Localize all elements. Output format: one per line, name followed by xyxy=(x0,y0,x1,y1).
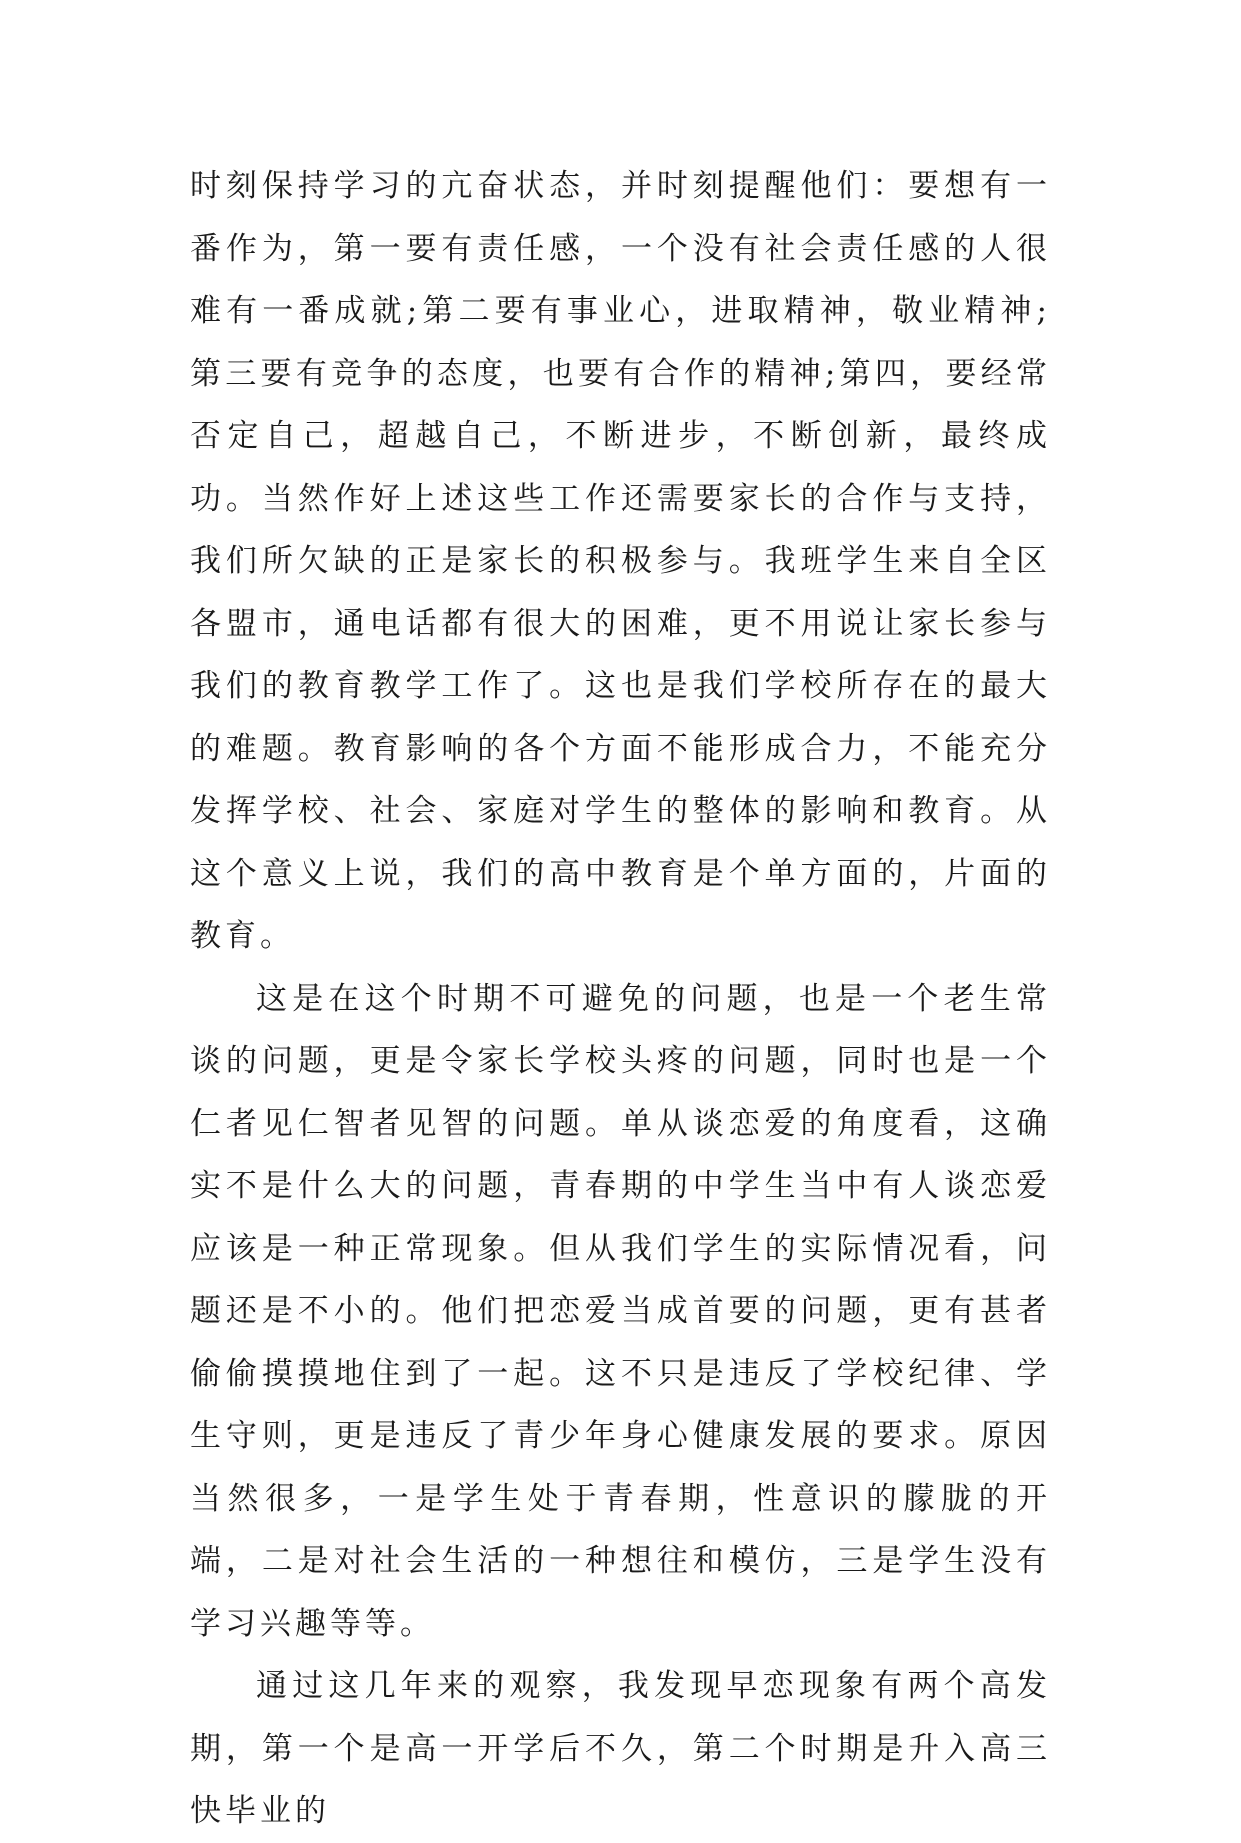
paragraph-3: 通过这几年来的观察，我发现早恋现象有两个高发期，第一个是高一开学后不久，第二个时期是升入高三快毕业的 xyxy=(190,1668,1051,1829)
paragraph-1: 时刻保持学习的亢奋状态，并时刻提醒他们：要想有一番作为，第一要有责任感，一个没有社会责任感的人很难有一番成就;第二要有事业心，进取精神，敬业精神;第三要有竞争的态度，也要有合作的精神;第四，要经常否定自己，超越自己，不断进步，不断创新，最终成功。当然作好上述这些工作还需要家长的合作与支持，我们所欠缺的正是家长的积极参与。我班学生来自全区各盟市，通电话都有很大的困难，更不用说让家长参与我们的教育教学工作了。这也是我们学校所存在的最大的难题。教育影响的各个方面不能形成合力，不能充分发挥学校、社会、家庭对学生的整体的影响和教育。从这个意义上说，我们的高中教育是个单方面的，片面的教育。 xyxy=(190,168,1051,954)
paragraph-2: 这是在这个时期不可避免的问题，也是一个老生常谈的问题，更是令家长学校头疼的问题，同时也是一个仁者见仁智者见智的问题。单从谈恋爱的角度看，这确实不是什么大的问题，青春期的中学生当中有人谈恋爱应该是一种正常现象。但从我们学生的实际情况看，问题还是不小的。他们把恋爱当成首要的问题，更有甚者偷偷摸摸地住到了一起。这不只是违反了学校纪律、学生守则，更是违反了青少年身心健康发展的要求。原因当然很多，一是学生处于青春期，性意识的朦胧的开端，二是对社会生活的一种想往和模仿，三是学生没有学习兴趣等等。 xyxy=(190,980,1051,1642)
body-text xyxy=(190,155,1051,1843)
